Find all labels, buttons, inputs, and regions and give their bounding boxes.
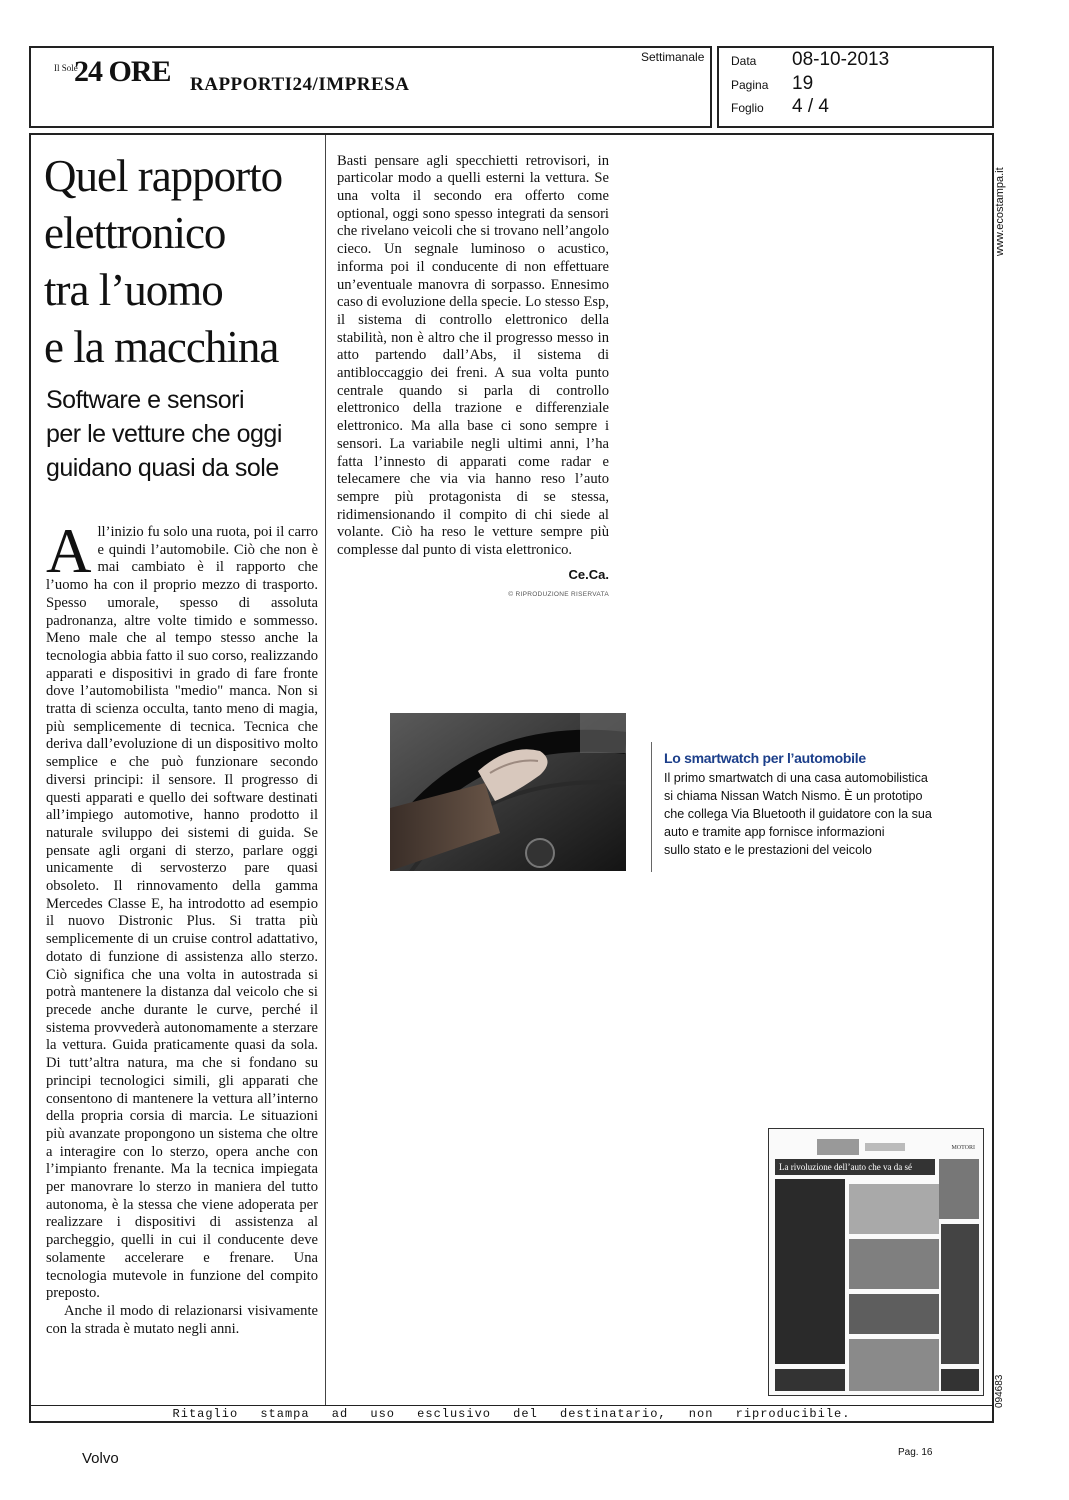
date-value: 08-10-2013 — [792, 49, 890, 70]
thumbnail-headline: La rivoluzione dell’auto che va da sé — [779, 1162, 912, 1172]
article-paragraph: All’inizio fu solo una ruota, poi il carro e quindi l’automobile. Ciò che non è mai cambiato è il rapporto che l’uomo ha con il proprio mezzo di trasporto. Spesso umorale, spesso di assoluta padronanza, altre volte timido e sommesso. Meno male che al tempo stesso anche la tecnologia abbia fatto il suo corso, realizzando apparati e dispositivi in grado di fare fronte dove l’automobilista "medio" manca. Non si tratta di scienza occulta, tanto meno di magia, più semplicemente di tecnica. Tecnica che deriva dall’evoluzione di un dispositivo molto semplice e che può funzionare secondo diversi principi: il sensore. Il progresso di questi apparati e quello dei software destinati all’impiego automotive, hanno prodotto il naturale sviluppo dei sistemi di guida. Se pensate agli organi di sterzo, parlare oggi unicamente di servosterzo pare quasi obsoleto. Il rinnovamento della gamma Mercedes Classe E, ha introdotto ad esempio il nuovo Distronic Plus. Si tratta più semplicemente di un cruise control adattativo, dotato di funzione di assistenza allo sterzo. Ciò significa che una volta in autostrada si potrà mantenere la distanza dal veicolo che si precede anche durante le curve, perché il sistema provvederà autonomamente a sterzare la vettura. Guida praticamente quasi da sola. Di tutt’altra natura, ma che si fondano su principi tecnologici simili, gli apparati che consentono di mantenere la vettura all’interno della propria corsia di marcia. Le situazioni più avanzate propongono un sistema che oltre a interagire con lo sterzo, opera anche con l’impianto frenante. Ma la tecnica impiegata per manovrare lo sterzo in maniera del tutto autonoma, è la stessa che viene adoperata per realizzare i dispositivi di assistenza al parcheggio, quelli in cui il conducente deve solamente accelerare e frenare. Una tecnologia mutevole in funzione del compito preposto. — [46, 516, 318, 1302]
article-column-2 — [337, 138, 609, 574]
section-title: RAPPORTI24/IMPRESA — [190, 74, 410, 95]
sheet-label: Foglio — [731, 101, 764, 115]
masthead-prefix: Il Sole — [54, 63, 78, 73]
side-url: www.ecostampa.it — [994, 167, 1006, 256]
steering-wheel-photo — [390, 713, 626, 871]
headline-line: e la macchina — [44, 322, 279, 372]
page-value: 19 — [792, 73, 814, 94]
caption-text — [664, 769, 954, 859]
side-code: 094683 — [994, 1374, 1005, 1408]
headline-line: tra l’uomo — [44, 265, 223, 315]
headline-line: elettronico — [44, 208, 226, 258]
article-headline — [44, 148, 324, 376]
author-signature: Ce.Ca. — [568, 567, 609, 582]
caption-title: Lo smartwatch per l’automobile — [664, 750, 866, 766]
masthead-logo: 24 ORE — [74, 55, 171, 88]
caption-divider — [651, 742, 652, 872]
footer-divider — [31, 1405, 992, 1406]
dropcap: A — [46, 516, 92, 586]
caption-line: che collega Via Bluetooth il guidatore con la sua — [664, 807, 932, 821]
headline-line: Quel rapporto — [44, 151, 283, 201]
frequency-label: Settimanale — [641, 50, 705, 64]
sheet-value: 4 / 4 — [792, 96, 829, 117]
page-label: Pagina — [731, 78, 769, 92]
article-paragraph: Anche il modo di relazionarsi visivamente con la strada è mutato negli anni. — [46, 1302, 318, 1337]
article-paragraph: Basti pensare agli specchietti retrovisori, in particolar modo a quelli esterni la vettura. Se una volta il secondo era offerto come optional, oggi sono spesso integrati da sensori che rivelano veicoli che si trovano nell’angolo cieco. Un segnale luminoso o acustico, informa poi il conducente di non effettuare un’eventuale manovra di sorpasso. Ennesimo caso di evoluzione della specie. Lo stesso Esp, il sistema di controllo elettronico della stabilità, non è altro che il progresso messo in atto partendo dall’Abs, il sistema di antibloccaggio dei freni. A sua volta punto centrale quando si parla di controllo elettronico della trazione e differenziale elettronico. Ma alla base ci sono sempre i sensori. La variabile negli ultimi anni, l’ha fatta l’innesto di apparati come radar e telecamere che via via hanno reso l’auto sempre più protagonista di se stessa, ridimensionando il compito di chi siede al volante. Ciò ha reso le vetture sempre più complesse dal punto di vista elettronico. — [337, 152, 609, 559]
caption-line: sullo stato e le prestazioni del veicolo — [664, 843, 872, 857]
caption-line: Il primo smartwatch di una casa automobilistica — [664, 771, 928, 785]
page-number: Pag. 16 — [898, 1447, 933, 1458]
clipping-notice: Ritaglio stampa ad uso esclusivo del destinatario, non riproducibile. — [172, 1407, 851, 1421]
page-thumbnail — [768, 1128, 984, 1396]
date-label: Data — [731, 54, 757, 68]
article-subheadline — [46, 383, 326, 485]
subheadline-line: per le vetture che oggi — [46, 420, 282, 448]
column-divider — [325, 135, 326, 1405]
caption-line: si chiama Nissan Watch Nismo. È un prototipo — [664, 789, 923, 803]
subheadline-line: guidano quasi da sole — [46, 454, 279, 482]
caption-line: auto e tramite app fornisce informazioni — [664, 825, 885, 839]
subheadline-line: Software e sensori — [46, 386, 245, 414]
steering-wheel-illustration — [390, 713, 626, 871]
thumbnail-section: MOTORI — [951, 1145, 975, 1151]
article-column-1 — [46, 516, 318, 1338]
page-thumbnail-illustration — [769, 1129, 984, 1396]
copyright-notice: © RIPRODUZIONE RISERVATA — [508, 591, 609, 598]
client-name: Volvo — [82, 1450, 119, 1467]
